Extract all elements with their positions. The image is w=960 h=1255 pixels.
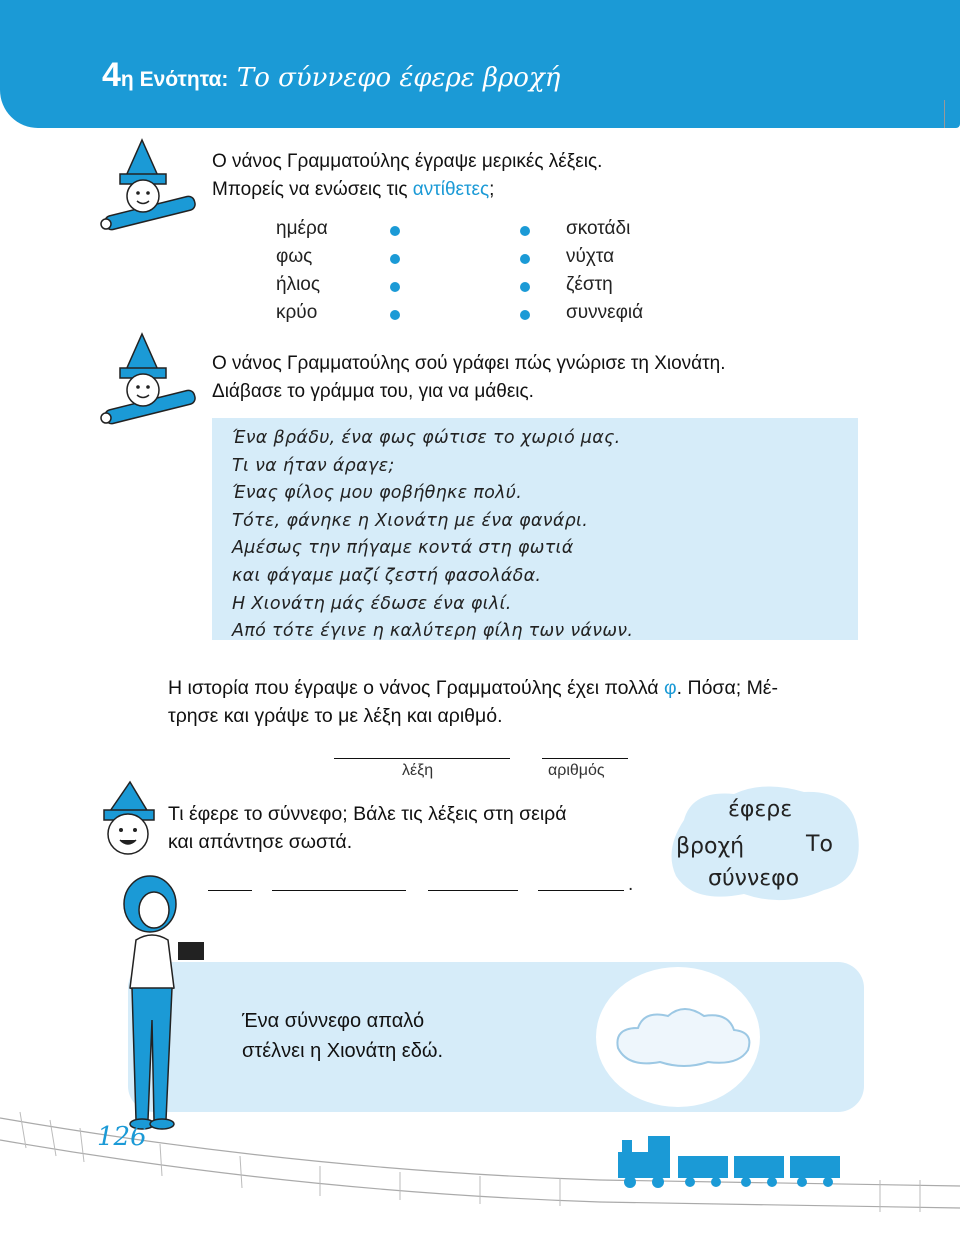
exercise3-instructions [168, 674, 778, 730]
right-dot[interactable] [520, 254, 530, 264]
number-answer-blank[interactable] [542, 758, 628, 759]
exercise1-instructions [212, 148, 602, 204]
gnome-writer-icon [96, 136, 206, 236]
right-dot[interactable] [520, 282, 530, 292]
right-dot[interactable] [520, 226, 530, 236]
left-dot[interactable] [390, 282, 400, 292]
crop-mark [944, 100, 945, 128]
unit-label: η Ενότητα: [120, 68, 229, 91]
exercise2-line2: Διάβασε το γράμμα του, για να μάθεις. [212, 381, 534, 402]
cloud-word: βροχή [676, 834, 745, 859]
exercise4-line1: Τι έφερε το σύννεφο; Βάλε τις λέξεις στη σειρά [168, 803, 567, 825]
exercise2-instructions [212, 350, 726, 406]
cloud-drawing-icon [588, 966, 798, 1108]
exercise3-line2: τρησε και γράψε το με λέξη και αριθμό. [168, 705, 503, 727]
bottom-line2: στέλνει η Χιονάτη εδώ. [242, 1040, 444, 1062]
unit-title: Το σύννεφο έφερε βροχή [236, 63, 561, 93]
letter-line: Η Χιονάτη μάς έδωσε ένα φιλί. [232, 593, 512, 614]
exercise1-line2 [212, 176, 602, 204]
exercise3-line1-suffix: . Πόσα; Μέ- [676, 677, 778, 699]
right-dot[interactable] [520, 310, 530, 320]
left-dot[interactable] [390, 254, 400, 264]
right-word: ζέστη [566, 274, 613, 295]
number-caption: αριθμός [548, 762, 605, 779]
train-icon [618, 1132, 858, 1190]
letter-line: Τι να ήταν άραγε; [232, 455, 395, 476]
right-word: νύχτα [566, 246, 615, 267]
highlight-antonyms: αντίθετες [412, 179, 490, 200]
answer-blank[interactable] [538, 890, 624, 891]
exercise4-instructions [168, 800, 567, 856]
right-word: συννεφιά [566, 302, 644, 323]
word-caption: λέξη [402, 762, 434, 779]
letter-line: Από τότε έγινε η καλύτερη φίλη των νάνων. [232, 621, 634, 642]
right-word: σκοτάδι [566, 218, 631, 239]
sentence-period: . [628, 874, 634, 895]
left-word: κρύο [276, 302, 318, 323]
cloud-word: έφερε [728, 797, 793, 822]
left-dot[interactable] [390, 310, 400, 320]
letter-line: Τότε, φάνηκε η Χιονάτη με ένα φανάρι. [232, 510, 589, 531]
letter-line: Ένα βράδυ, ένα φως φώτισε το χωριό μας. [232, 428, 621, 448]
gnome-writer-icon [96, 330, 206, 430]
bottom-verse [242, 1006, 443, 1066]
exercise1-line1: Ο νάνος Γραμματούλης έγραψε μερικές λέξεις. [212, 151, 603, 172]
left-dot[interactable] [390, 226, 400, 236]
exercise3-line1 [168, 674, 778, 702]
exercise4-line2: και απάντησε σωστά. [168, 831, 353, 853]
letter-line: και φάγαμε μαζί ζεστή φασολάδα. [232, 565, 542, 586]
page-title [102, 56, 560, 95]
snow-white-icon [108, 870, 220, 1134]
left-word: ημέρα [276, 218, 328, 239]
exercise1-line2-suffix: ; [489, 179, 495, 200]
highlight-letter: φ [664, 677, 677, 699]
left-word: ήλιος [276, 274, 321, 295]
exercise2-line1: Ο νάνος Γραμματούλης σού γράφει πώς γνώρισε τη Χιονάτη. [212, 353, 726, 374]
letter-line: Ένας φίλος μου φοβήθηκε πολύ. [232, 483, 523, 504]
cloud-word: Το [806, 832, 833, 857]
unit-number: 4 [102, 56, 121, 94]
answer-blank[interactable] [272, 890, 406, 891]
cloud-word: σύννεφο [708, 866, 800, 891]
exercise1-line2-prefix: Μπορείς να ενώσεις τις [212, 179, 413, 200]
letter-text [232, 425, 633, 646]
answer-blank[interactable] [428, 890, 518, 891]
exercise3-line1-prefix: Η ιστορία που έγραψε ο νάνος Γραμματούλης έχει πολλά [168, 677, 664, 699]
bottom-line1: Ένα σύννεφο απαλό [242, 1010, 425, 1032]
left-word: φως [276, 246, 313, 267]
gnome-face-icon [100, 780, 160, 860]
word-answer-blank[interactable] [334, 758, 510, 759]
letter-line: Αμέσως την πήγαμε κοντά στη φωτιά [232, 538, 574, 559]
page-number: 126 [97, 1122, 147, 1152]
